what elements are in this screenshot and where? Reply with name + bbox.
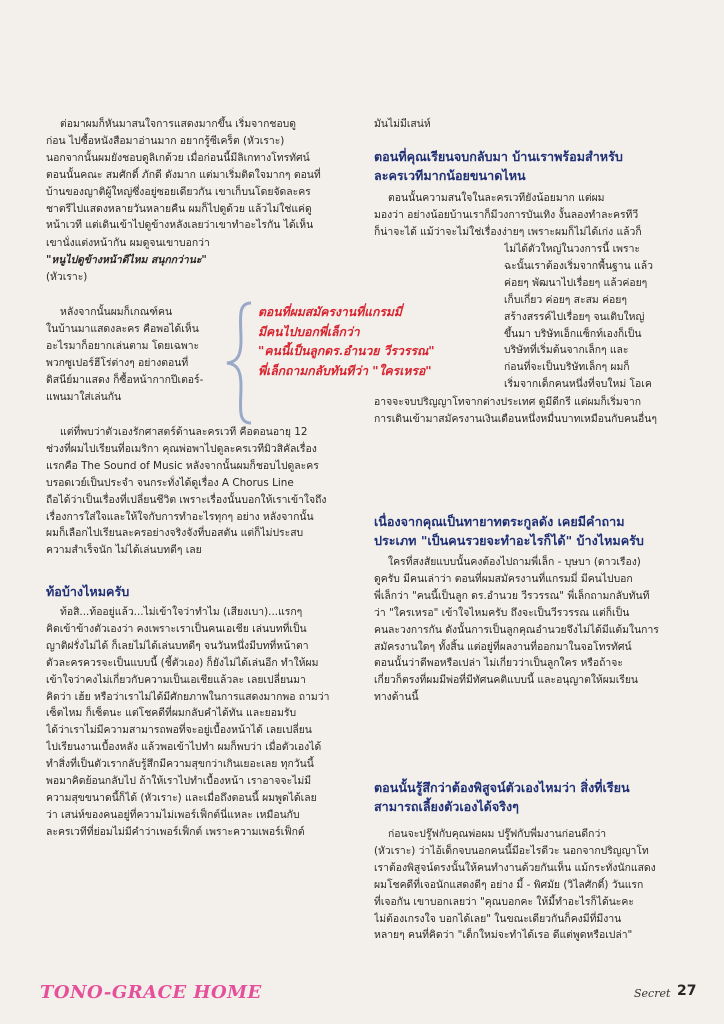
text-line: ก่อน ไปซื้อหนังสือมาอ่านมาก อยากรู้ซีเคร็ต (หัวเราะ) xyxy=(46,134,285,147)
text-line: ถือได้ว่าเป็นเรื่องที่เปลี่ยนชีวิต เพราะเรื่องนั้นบอกให้เราเข้าใจถึง xyxy=(46,493,327,506)
left-para-1 xyxy=(46,116,354,234)
pullquote-line: มีคนไปบอกพี่เล็กว่า xyxy=(258,324,360,339)
heading-return xyxy=(374,147,694,185)
heading-tired: ท้อบ้างไหมครับ xyxy=(46,584,130,599)
text-line: ชาตรีไปแสดงหลายวันหลายคืน ผมก็ไปดูด้วย แล้วไม่ใช่แค่ดู xyxy=(46,202,312,215)
text-line: ไปเรียนงานเบื้องหลัง แล้วพอเข้าไปทำ ผมก็พบว่า เมื่อตัวเองได้ xyxy=(46,741,322,754)
text-line: เริ่มจากเด็กคนหนึ่งที่จบใหม่ โอเค xyxy=(504,378,652,391)
right-para-5 xyxy=(374,190,686,241)
text-line: เขานั่งแต่งหน้ากัน ผมดูจนเขาบอกว่า xyxy=(46,237,210,249)
text-line: (หัวเราะ) xyxy=(46,270,88,283)
heading-prove xyxy=(374,778,694,816)
left-para-4 xyxy=(46,604,354,841)
text-line: แพนมาใส่เล่นกัน xyxy=(46,390,122,403)
text-line: สร้างสรรค์ไปเรื่อยๆ จนเติบใหญ่ xyxy=(504,310,645,323)
pullquote xyxy=(258,303,498,381)
right-para-5-narrow xyxy=(504,241,688,393)
text-line: ดูครับ มีคนเล่าว่า ตอนที่ผมสมัครงานที่แกรมมี่ มีคนไปบอก xyxy=(374,572,633,585)
text-line: ผมก็เลือกไปเรียนละครอย่างจริงจังที่บอสตัน แต่ก็ไม่ประสบ xyxy=(46,527,304,540)
text-line: แต่ที่พบว่าตัวเองรักศาสตร์ด้านละครเวที คือตอนอายุ 12 xyxy=(60,426,308,438)
text-line: ก่อนที่จะเป็นบริษัทเล็กๆ ผมก็ xyxy=(504,361,630,374)
text-line: หน้าเวที แต่เดินเข้าไปดูข้างหลังเลยว่าเขาทำอะไรกัน ได้เห็น xyxy=(46,219,314,232)
text-line: ใครที่สงสัยแบบนั้นคงต้องไปถามพี่เล็ก - บุษบา (ดาวเรือง) xyxy=(388,556,641,568)
text-line: ตัวละครควรจะเป็นแบบนี้ (ชี้ตัวเอง) ก็ยังไม่ได้เล่นอีก ทำให้ผม xyxy=(46,656,319,669)
pullquote-line: "คนนี้เป็นลูกดร.อำนวย วีรวรรณ" xyxy=(258,344,435,358)
text-line: ความสุขขนาดนี้ก็ได้ (หัวเราะ) และเมื่อถึงตอนนี้ ผมพูดได้เลย xyxy=(46,791,317,804)
text-line: ค่อยๆ พัฒนาไปเรื่อยๆ แล้วค่อยๆ xyxy=(504,276,648,289)
heading-line: สามารถเลี้ยงตัวเองได้จริงๆ xyxy=(374,799,519,814)
text-line: ละครเวทีที่ย่อมไม่มีคำว่าเพอร์เฟ็กต์ เพราะความเพอร์เฟ็กต์ xyxy=(46,825,305,838)
text-line: การเดินเข้ามาสมัครงานเงินเดือนหนึ่งหมื่นบาทเหมือนกับคนอื่นๆ xyxy=(374,412,657,425)
text-line: เกี่ยวก็ตรงที่ผมมีพ่อที่มีทัศนคติแบบนี้ และอนุญาตให้ผมเรียน xyxy=(374,674,639,687)
text-line: ตอนนั้นความสนใจในละครเวทียังน้อยมาก แต่ผม xyxy=(388,192,605,204)
text-line: อะไรมาก็อยากเล่นตาม โดยเฉพาะ xyxy=(46,339,200,352)
text-line: ทางด้านนี้ xyxy=(374,691,419,704)
pullquote-brace xyxy=(221,300,261,426)
brand-watermark: TONO-GRACE HOME xyxy=(40,982,262,1003)
text-line: ความสำเร็จนัก ไม่ได้เล่นบทดีๆ เลย xyxy=(46,544,202,557)
text-line: ไม่ได้ตัวใหญ่ในวงการนี้ เพราะ xyxy=(504,243,641,255)
heading-line: ตอนที่คุณเรียนจบกลับมา บ้านเราพร้อมสำหรับ xyxy=(374,149,623,164)
text-line: คนละวงการกัน ดังนั้นการเป็นลูกคุณอำนวยจึงไม่ได้มีแต้มในการ xyxy=(374,623,659,636)
right-para-6 xyxy=(374,554,686,706)
right-para-7 xyxy=(374,826,686,944)
text-line: เรื่องการใส่ใจและให้ใจกับการทำอะไรทุกๆ อย่าง หลังจากนั้น xyxy=(46,510,314,523)
text-line: เข้าใจว่าคงไม่เกี่ยวกับความเป็นเอเชียแล้วละ เลยเปลี่ยนมา xyxy=(46,673,306,686)
text-line: มองว่า อย่างน้อยบ้านเราก็มีวงการบันเทิง งั้นลองทำละครทีวี xyxy=(374,208,639,221)
text-line: คิดเข้าข้างตัวเองว่า คงเพราะเราเป็นคนเอเชีย เล่นบทที่เป็น xyxy=(46,622,307,635)
text-line: แรกคือ The Sound of Music หลังจากนั้นผมก็ชอบไปดูละคร xyxy=(46,459,319,472)
text-line: ดิสนีย์มาแสดง ก็ซื้อหน้ากากปีเตอร์- xyxy=(46,373,204,386)
text-line: ญาติฝรั่งไม่ได้ ก็เลยไม่ได้เล่นบทดีๆ จนวันหนึ่งมีบทที่หน้าตา xyxy=(46,639,309,652)
text-line: ว่า เสน่ห์ของคนอยู่ที่ความไม่เพอร์เฟ็กต์นี่แหละ เหมือนกับ xyxy=(46,808,300,821)
text-line: ฉะนั้นเราต้องเริ่มจากพื้นฐาน แล้ว xyxy=(504,259,653,272)
pullquote-line: พี่เล็กถามกลับทันทีว่า "ใครเหรอ" xyxy=(258,363,432,378)
text-line: (หัวเราะ) ว่าไอ้เด็กจบนอกคนนี้มีอะไรดีวะ นอกจากปริญญาโท xyxy=(374,844,649,857)
text-line: ขึ้นมา บริษัทเอ็กแซ็กท์เองก็เป็น xyxy=(504,327,642,340)
text-line: หลายๆ คนที่คิดว่า "เด็กใหม่จะทำได้เรอ ดีแต่พูดหรือเปล่า" xyxy=(374,929,633,942)
text-line: บ้านของญาติผู้ใหญ่ซึ่งอยู่ซอยเดียวกัน เขาเก็บนโดยจัดละคร xyxy=(46,185,311,198)
text-line: ได้ว่าเราไม่มีความสามารถพอที่จะอยู่เบื้องหน้าได้ เลยเปลี่ยน xyxy=(46,724,312,737)
heading-heir xyxy=(374,512,694,550)
text-line: อาจจะจบปริญญาโทจากต่างประเทศ ดูมีดีกรี แต่ผมก็เริ่มจาก xyxy=(374,396,641,408)
text-line: คิดว่า เฮ้ย หรือว่าเราไม่ได้มีศักยภาพในการแสดงมากพอ ถามว่า xyxy=(46,690,330,703)
text-line: มันไม่มีเสน่ห์ xyxy=(374,118,431,130)
text-line: เซ็ตไหม ก็เซ็ตนะ แต่โชคดีที่ผมกลับคำได้ทัน และยอมรับ xyxy=(46,707,297,720)
text-line: นอกจากนั้นผมยังชอบดูลิเกด้วย เมื่อก่อนนี้มีลิเกทางโทรทัศน์ xyxy=(46,151,310,164)
text-line: ทำสิ่งที่เป็นตัวเรากลับรู้สึกมีความสุขกว่าเกินเยอะเลย ทุกวันนี้ xyxy=(46,758,314,771)
heading-line: ตอนนั้นรู้สึกว่าต้องพิสูจน์ตัวเองไหมว่า สิ่งที่เรียน xyxy=(374,780,630,795)
pullquote-line: ตอนที่ผมสมัครงานที่แกรมมี่ xyxy=(258,305,402,319)
text-line: ท้อสิ...ท้ออยู่แล้ว...ไม่เข้าใจว่าทำไม (เสียงเบา)...แรกๆ xyxy=(60,606,303,618)
text-line: ในบ้านมาแสดงละคร คือพอได้เห็น xyxy=(46,322,199,335)
text-line: ต่อมาผมก็หันมาสนใจการแสดงมากขึ้น เริ่มจากชอบดู xyxy=(60,118,297,130)
heading-line: เนื่องจากคุณเป็นทายาทตระกูลดัง เคยมีคำถาม xyxy=(374,514,625,529)
right-para-5-end xyxy=(374,394,686,428)
heading-line: ละครเวทีมากน้อยขนาดไหน xyxy=(374,168,526,183)
page-number: 27 xyxy=(677,983,697,999)
text-line: ตอนนั้นคณะ สมศักดิ์ ภักดี ดังมาก แต่มาเริ่มติดใจมากๆ ตอนที่ xyxy=(46,168,321,181)
heading-line: ประเภท "เป็นคนรวยจะทำอะไรก็ได้" บ้างไหมครับ xyxy=(374,533,644,548)
text-line: ช่วงที่ผมไปเรียนที่อเมริกา คุณพ่อพาไปดูละครเวทีมิวสิคัลเรื่อง xyxy=(46,442,317,455)
text-line: ที่เจอกัน เขาบอกเลยว่า "คุณบอกคะ ให้มี้ทำอะไรก็ได้นะคะ xyxy=(374,895,634,908)
text-line: ก็น่าจะได้ แม้ว่าจะไม่ใช่เรื่องง่ายๆ เพราะผมก็ไม่ได้เก่ง แล้วก็ xyxy=(374,225,642,238)
text-line: บริษัทที่เริ่มต้นจากเล็กๆ และ xyxy=(504,344,629,357)
text-line: พี่เล็กว่า "คนนี้เป็นลูก ดร.อำนวย วีรวรรณ" พี่เล็กถามกลับทันที xyxy=(374,589,650,602)
text-line: เราต้องพิสูจน์ตรงนั้นให้คนทำงานด้วยกันเห็น แม้กระทั่งนักแสดง xyxy=(374,861,656,874)
text-line: เก็บเกี่ยว ค่อยๆ สะสม ค่อยๆ xyxy=(504,293,627,306)
right-top-line xyxy=(374,116,674,133)
text-line: พวกซูเปอร์ฮีโร่ต่างๆ อย่างตอนที่ xyxy=(46,356,189,369)
text-line: พอมาคิดย้อนกลับไป ถ้าให้เราไปทำเบื้องหน้า เราอาจจะไม่มี xyxy=(46,775,312,788)
text-line: ผมโชคดีที่เจอนักแสดงดีๆ อย่าง มี้ - พิศมัย (วิไลศักดิ์) วันแรก xyxy=(374,878,644,891)
text-line: ก่อนจะปรู๊ฟกับคุณพ่อผม ปรู๊ฟกับพี่มงานก่อนดีกว่า xyxy=(388,828,607,840)
text-line: ว่า "ใครเหรอ" เข้าใจไหมครับ ถึงจะเป็นวีรวรรณ แต่ก็เป็น xyxy=(374,606,630,619)
text-line: สมัครงานใดๆ ทั้งสิ้น แต่อยู่ที่ผลงานที่ออกมาในจอโทรทัศน์ xyxy=(374,640,632,653)
magazine-name: Secret xyxy=(634,987,671,1000)
left-para-1-tail xyxy=(46,235,236,286)
quote-line: "หนูไปดูข้างหน้าดีไหม สนุกกว่านะ" xyxy=(46,253,207,266)
left-para-3 xyxy=(46,424,354,559)
text-line: หลังจากนั้นผมก็เกณฑ์คน xyxy=(60,306,173,318)
left-para-2 xyxy=(46,304,236,405)
text-line: ไม่ต้องเกรงใจ บอกได้เลย" ในขณะเดียวกันก็คงมีที่มีงาน xyxy=(374,912,622,925)
text-line: ตอนนั้นว่าดีพอหรือเปล่า ไม่เกี่ยวว่าเป็นลูกใคร หรือถ้าจะ xyxy=(374,657,623,670)
text-line: บรอดเวย์เป็นประจำ จนกระทั่งได้ดูเรื่อง A Chorus Line xyxy=(46,476,294,489)
